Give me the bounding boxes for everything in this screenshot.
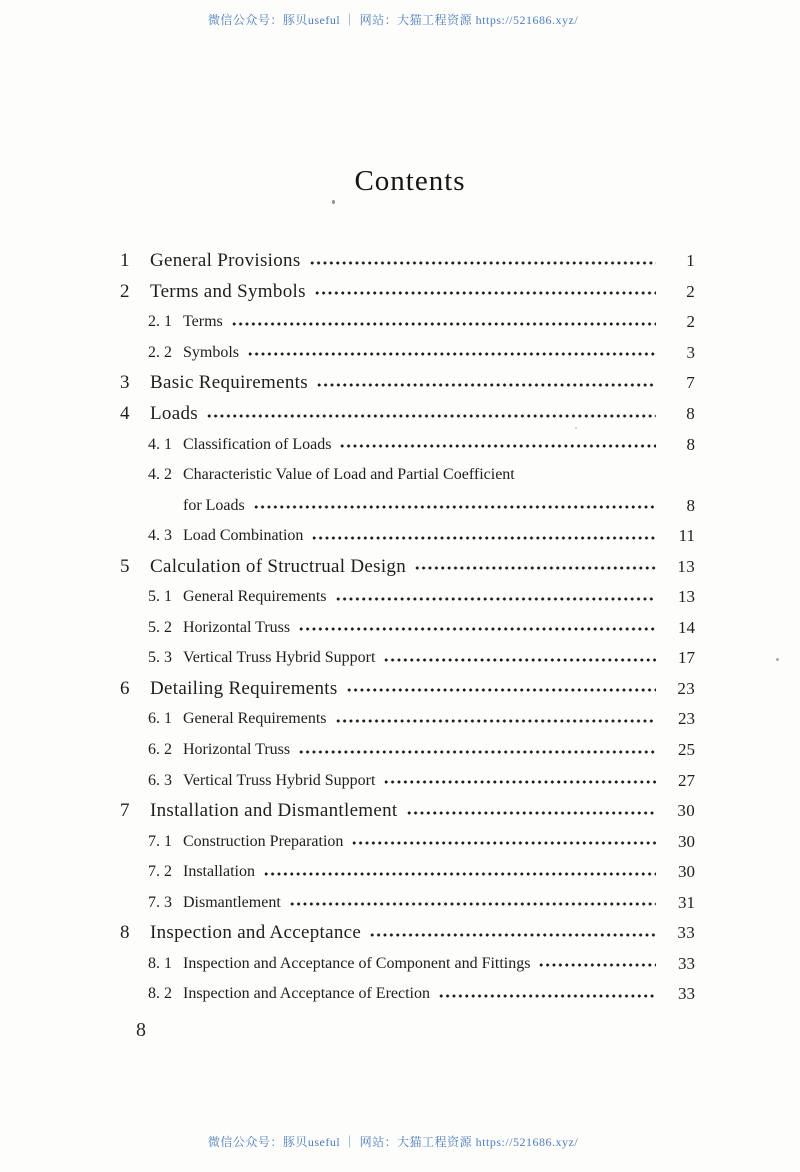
- toc-entry: [120, 918, 695, 949]
- toc-entry-page: 25: [678, 740, 695, 760]
- dot-leader: [309, 260, 656, 266]
- toc-entry: [120, 979, 695, 1010]
- toc-entry-page: 13: [677, 556, 695, 576]
- toc-entry: [120, 735, 695, 766]
- toc-entry: [120, 643, 695, 674]
- toc-entry-title: Vertical Truss Hybrid Support: [183, 649, 376, 667]
- toc-entry-number: 5. 3: [148, 649, 172, 667]
- toc-entry: [120, 582, 695, 613]
- dot-leader: [263, 871, 656, 877]
- toc-entry-number: 5. 1: [148, 588, 172, 606]
- toc-entry-number: 4. 1: [148, 435, 172, 453]
- toc-entry-number: 4. 2: [148, 466, 172, 484]
- toc-entry-page: 30: [677, 801, 695, 821]
- toc-entry: [120, 429, 695, 460]
- toc-entry: [120, 674, 695, 705]
- watermark-header: 微信公众号：豚贝useful ｜ 网站：大猫工程资源 https://521686.xyz/: [207, 13, 579, 27]
- toc-entry-number: 6: [120, 677, 130, 699]
- toc-entry-number: 2. 2: [148, 343, 172, 361]
- toc-entry-page: 8: [686, 495, 695, 515]
- toc-entry-page: 27: [678, 770, 695, 790]
- toc-entry-page: 33: [678, 984, 695, 1004]
- dot-leader: [311, 535, 656, 541]
- toc-list: [120, 246, 695, 1010]
- dot-leader: [406, 810, 656, 816]
- toc-entry-page: 14: [678, 617, 695, 637]
- toc-entry-title: Inspection and Acceptance of Erection: [183, 985, 430, 1003]
- dot-leader: [383, 657, 656, 663]
- toc-entry-title: Vertical Truss Hybrid Support: [183, 771, 376, 789]
- toc-entry-number: 8: [120, 922, 130, 944]
- toc-entry: [120, 949, 695, 980]
- dot-leader: [538, 962, 656, 968]
- toc-entry: [120, 277, 695, 308]
- dot-leader: [339, 443, 656, 449]
- dot-leader: [289, 901, 656, 907]
- toc-entry-number: 6. 1: [148, 710, 172, 728]
- toc-entry: [120, 399, 695, 430]
- watermark-footer: 微信公众号：豚贝useful ｜ 网站：大猫工程资源 https://521686.xyz/: [207, 1135, 579, 1149]
- toc-entry-page: 31: [678, 892, 695, 912]
- scan-speck: [776, 658, 779, 661]
- toc-entry-number: 3: [120, 372, 130, 394]
- dot-leader: [314, 290, 656, 296]
- toc-entry-page: 8: [686, 434, 695, 454]
- page-title: Contents: [354, 165, 466, 197]
- toc-entry-number: 7: [120, 800, 130, 822]
- page-number: 8: [136, 1019, 146, 1041]
- scan-speck: [575, 427, 577, 429]
- toc-entry: [120, 887, 695, 918]
- dot-leader: [298, 749, 656, 755]
- toc-entry-title: Construction Preparation: [183, 832, 344, 850]
- toc-entry-number: 6. 2: [148, 741, 172, 759]
- toc-entry-page: 2: [686, 281, 695, 301]
- toc-entry-page: 33: [677, 923, 695, 943]
- toc-entry-title: for Loads: [183, 496, 245, 514]
- dot-leader: [438, 993, 656, 999]
- toc-entry-title: Horizontal Truss: [183, 618, 291, 636]
- toc-entry-title: Symbols: [183, 343, 240, 361]
- dot-leader: [316, 382, 656, 388]
- dot-leader: [231, 321, 656, 327]
- toc-entry-page: 30: [678, 831, 695, 851]
- toc-entry: [120, 796, 695, 827]
- dot-leader: [383, 779, 656, 785]
- dot-leader: [346, 687, 656, 693]
- toc-entry-number: 8. 2: [148, 985, 172, 1003]
- toc-entry-page: 3: [686, 342, 695, 362]
- toc-entry-number: 1: [120, 250, 130, 272]
- dot-leader: [414, 565, 656, 571]
- toc-entry-title: General Provisions: [150, 250, 301, 272]
- toc-entry: [120, 765, 695, 796]
- dot-leader: [523, 474, 656, 480]
- dot-leader: [335, 718, 657, 724]
- toc-entry: [120, 460, 695, 491]
- toc-entry-title: General Requirements: [183, 710, 327, 728]
- toc-entry-page: 23: [678, 709, 695, 729]
- toc-entry: [120, 490, 695, 521]
- toc-entry-page: 1: [686, 251, 695, 271]
- toc-entry-number: 7. 1: [148, 832, 172, 850]
- toc-entry-title: Dismantlement: [183, 893, 281, 911]
- toc-entry-page: 13: [678, 587, 695, 607]
- dot-leader: [335, 596, 657, 602]
- toc-entry: [120, 613, 695, 644]
- toc-entry-title: Detailing Requirements: [150, 677, 338, 699]
- toc-entry-title: Calculation of Structrual Design: [150, 555, 407, 577]
- toc-entry-title: Terms and Symbols: [150, 280, 306, 302]
- toc-entry-page: 11: [678, 526, 695, 546]
- toc-entry-title: Horizontal Truss: [183, 741, 291, 759]
- toc-entry-number: 8. 1: [148, 954, 172, 972]
- toc-entry-page: 23: [677, 678, 695, 698]
- toc-entry-title: Load Combination: [183, 527, 304, 545]
- toc-entry-number: 4: [120, 403, 130, 424]
- dot-leader: [247, 351, 656, 357]
- dot-leader: [298, 626, 656, 632]
- scan-speck: [332, 200, 335, 204]
- toc-entry-title: Terms: [183, 313, 223, 331]
- dot-leader: [369, 932, 656, 938]
- toc-entry: [120, 826, 695, 857]
- toc-entry-number: 4. 3: [148, 527, 172, 545]
- toc-entry: [120, 521, 695, 552]
- toc-entry-title: Characteristic Value of Load and Partial Coefficient: [183, 466, 515, 484]
- toc-entry-title: Classification of Loads: [183, 435, 332, 453]
- toc-entry-number: 7. 2: [148, 863, 172, 881]
- toc-entry-title: Loads: [150, 403, 198, 424]
- toc-entry-title: Basic Requirements: [150, 372, 308, 394]
- toc-entry-number: 2. 1: [148, 313, 172, 331]
- toc-entry-title: General Requirements: [183, 588, 327, 606]
- toc-entry: [120, 551, 695, 582]
- toc-entry-page: 7: [686, 373, 695, 393]
- toc-entry-title: Inspection and Acceptance of Component and Fittings: [183, 954, 531, 972]
- toc-entry: [120, 246, 695, 277]
- toc-entry-number: 6. 3: [148, 771, 172, 789]
- toc-entry-page: 2: [686, 312, 695, 332]
- toc-entry: [120, 307, 695, 338]
- toc-entry-number: 2: [120, 280, 130, 302]
- toc-entry: [120, 368, 695, 399]
- toc-entry-number: 5. 2: [148, 618, 172, 636]
- toc-entry-page: 17: [678, 648, 695, 668]
- toc-entry-title: Installation and Dismantlement: [150, 800, 398, 822]
- toc-entry-number: 7. 3: [148, 893, 172, 911]
- toc-entry-page: 8: [686, 404, 695, 423]
- dot-leader: [206, 413, 656, 419]
- toc-entry: [120, 704, 695, 735]
- toc-entry-title: Installation: [183, 863, 255, 881]
- dot-leader: [253, 504, 656, 510]
- toc-entry: [120, 857, 695, 888]
- toc-entry-page: 30: [678, 862, 695, 882]
- dot-leader: [351, 840, 656, 846]
- toc-entry-page: 33: [678, 953, 695, 973]
- toc-entry-title: Inspection and Acceptance: [150, 922, 362, 944]
- toc-entry-number: 5: [120, 555, 130, 577]
- toc-entry: [120, 338, 695, 369]
